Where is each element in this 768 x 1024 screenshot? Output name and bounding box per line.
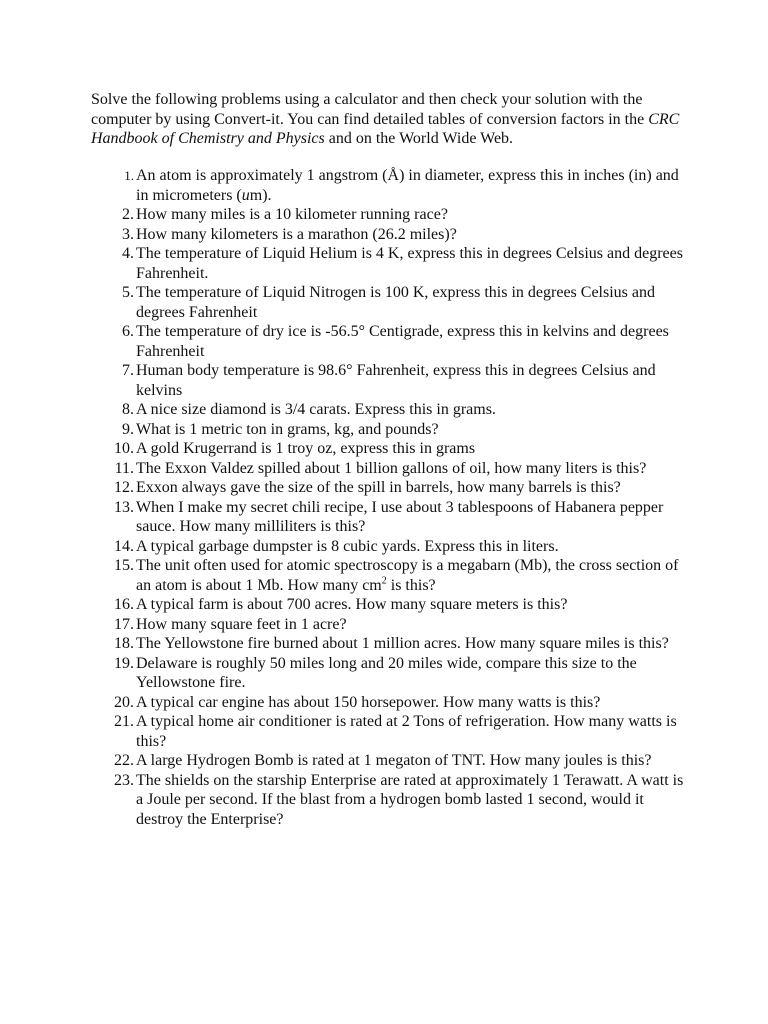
problem-text: How many square feet in 1 acre? bbox=[136, 615, 347, 633]
problem-number: 15. bbox=[114, 557, 134, 574]
instructions-text-end: and on the World Wide Web. bbox=[324, 130, 514, 147]
instructions-text: Solve the following problems using a calculator and then check your solution with the computer by using Convert-it. You can find detailed tables of conversion factors in the bbox=[91, 91, 649, 128]
problem-text: A typical home air conditioner is rated at 2 Tons of refrigeration. How many watts is this? bbox=[136, 713, 677, 750]
problem-item-1 bbox=[91, 166, 691, 205]
problem-text: Delaware is roughly 50 miles long and 20 miles wide, compare this size to the Yellowstone fire. bbox=[136, 654, 637, 691]
problem-text: The temperature of dry ice is -56.5° Centigrade, express this in kelvins and degrees Fahrenheit bbox=[136, 323, 669, 360]
problem-item-19 bbox=[91, 654, 691, 693]
problem-text: The Yellowstone fire burned about 1 million acres. How many square miles is this? bbox=[136, 635, 669, 652]
problem-number: 23. bbox=[114, 771, 134, 789]
problem-item-15 bbox=[91, 556, 691, 595]
problem-item-5 bbox=[91, 283, 691, 322]
problem-number: 6. bbox=[122, 323, 134, 340]
problem-item-2 bbox=[91, 205, 691, 225]
problem-item-3 bbox=[91, 225, 691, 245]
problem-text: A gold Krugerrand is 1 troy oz, express this in grams bbox=[136, 440, 476, 457]
problem-item-12 bbox=[91, 478, 691, 498]
problem-item-6 bbox=[91, 322, 691, 361]
problem-text: A typical garbage dumpster is 8 cubic yards. Express this in liters. bbox=[136, 537, 559, 555]
problem-item-7 bbox=[91, 361, 691, 400]
problem-number: 10. bbox=[114, 440, 134, 457]
problem-list bbox=[91, 166, 691, 829]
problem-number: 22. bbox=[114, 752, 134, 769]
problem-number: 20. bbox=[114, 693, 134, 711]
problem-text: A typical farm is about 700 acres. How many square meters is this? bbox=[136, 596, 568, 613]
problem-number: 21. bbox=[114, 713, 134, 730]
problem-number: 18. bbox=[114, 635, 134, 652]
problem-text: The Exxon Valdez spilled about 1 billion gallons of oil, how many liters is this? bbox=[136, 459, 647, 477]
problem-item-10 bbox=[91, 439, 691, 459]
problem-item-22 bbox=[91, 751, 691, 771]
problem-text-part: is this? bbox=[386, 576, 436, 594]
problem-item-8 bbox=[91, 400, 691, 420]
problem-text: A typical car engine has about 150 horsepower. How many watts is this? bbox=[136, 693, 601, 711]
problem-number: 1. bbox=[124, 168, 134, 183]
problem-text bbox=[136, 556, 691, 595]
problem-number: 7. bbox=[122, 362, 134, 379]
problem-text: When I make my secret chili recipe, I use about 3 tablespoons of Habanera pepper sauce. How many milliliters is this? bbox=[136, 498, 664, 535]
problem-item-4 bbox=[91, 244, 691, 283]
problem-text: How many kilometers is a marathon (26.2 miles)? bbox=[136, 225, 457, 243]
problem-number: 2. bbox=[122, 206, 134, 223]
problem-number: 4. bbox=[122, 245, 134, 262]
problem-item-16 bbox=[91, 595, 691, 615]
handbook-title: CRC Handbook of Chemistry and Physics bbox=[91, 110, 680, 147]
problem-item-20 bbox=[91, 693, 691, 713]
problem-item-14 bbox=[91, 537, 691, 557]
problem-text: The temperature of Liquid Helium is 4 K, express this in degrees Celsius and degrees Fahrenheit. bbox=[136, 245, 683, 282]
problem-item-18 bbox=[91, 634, 691, 654]
problem-item-23 bbox=[91, 771, 691, 830]
problem-number: 13. bbox=[114, 498, 134, 516]
problem-number: 19. bbox=[114, 654, 134, 672]
problem-text: Human body temperature is 98.6° Fahrenheit, express this in degrees Celsius and kelvins bbox=[136, 362, 656, 399]
problem-text-part: The unit often used for atomic spectroscopy is a megabarn (Mb), the cross section of an atom is about 1 Mb. How many cm bbox=[136, 557, 679, 594]
problem-text: Exxon always gave the size of the spill in barrels, how many barrels is this? bbox=[136, 479, 621, 496]
problem-text: The shields on the starship Enterprise are rated at approximately 1 Terawatt. A watt is a Joule per second. If the blast from a hydrogen bomb lasted 1 second, would it destroy the Enterprise? bbox=[136, 771, 684, 828]
problem-text: The temperature of Liquid Nitrogen is 100 K, express this in degrees Celsius and degrees Fahrenheit bbox=[136, 284, 655, 321]
problem-text: What is 1 metric ton in grams, kg, and pounds? bbox=[136, 420, 439, 438]
problem-number: 5. bbox=[122, 284, 134, 301]
problem-number: 14. bbox=[114, 537, 134, 555]
problem-text: An atom is approximately 1 angstrom (Å) in diameter, express this in inches (in) and in micrometers (um). bbox=[136, 167, 679, 204]
problem-number: 11. bbox=[114, 459, 134, 477]
problem-text: A nice size diamond is 3/4 carats. Express this in grams. bbox=[136, 401, 496, 418]
problem-text: A large Hydrogen Bomb is rated at 1 megaton of TNT. How many joules is this? bbox=[136, 752, 652, 769]
problem-item-17 bbox=[91, 615, 691, 635]
problem-item-21 bbox=[91, 712, 691, 751]
problem-item-9 bbox=[91, 420, 691, 440]
problem-number: 8. bbox=[122, 401, 134, 418]
problem-number: 3. bbox=[122, 225, 134, 243]
problem-number: 17. bbox=[114, 615, 134, 633]
instructions-paragraph bbox=[91, 90, 691, 149]
problem-number: 9. bbox=[122, 420, 134, 438]
superscript-exponent: 2 bbox=[381, 575, 387, 587]
problem-text: How many miles is a 10 kilometer running race? bbox=[136, 206, 448, 223]
problem-number: 12. bbox=[114, 479, 134, 496]
problem-number: 16. bbox=[114, 596, 134, 613]
problem-item-11 bbox=[91, 459, 691, 479]
problem-item-13 bbox=[91, 498, 691, 537]
